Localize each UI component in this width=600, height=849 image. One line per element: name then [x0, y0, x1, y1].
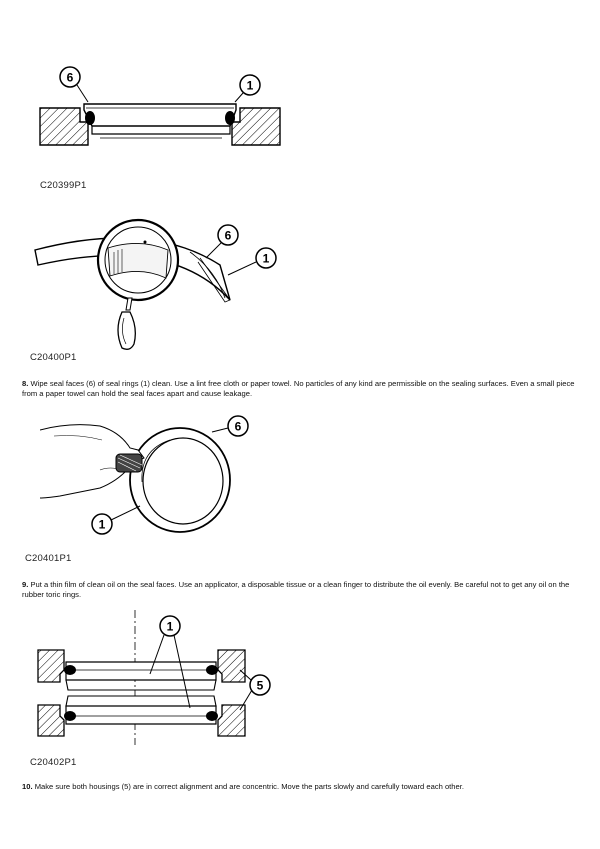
- step-number: 10.: [22, 782, 33, 791]
- callout-6-label: 6: [234, 419, 242, 434]
- figure-caption: C20400P1: [30, 352, 77, 363]
- step-text: Wipe seal faces (6) of seal rings (1) clean. Use a lint free cloth or paper towel. No particles of any kind are permissible on the sealing surfaces. Even a small piece from a paper towel can hold the seal faces apart and cause leakage.: [22, 379, 575, 398]
- alignment-illustration: [30, 610, 290, 745]
- figure-caption: C20401P1: [25, 553, 72, 564]
- callout-5-label: 5: [256, 678, 264, 693]
- figure-wipe-seal: [40, 410, 270, 545]
- callout-1-label: 1: [98, 517, 106, 532]
- figure-caption: C20399P1: [40, 180, 87, 191]
- figure-seal-in-housing: [30, 60, 290, 165]
- instruction-step-9: [22, 580, 582, 600]
- callout-1-label: 1: [262, 251, 270, 266]
- figure-inspect-seal: [30, 210, 290, 355]
- step-text: Put a thin film of clean oil on the seal faces. Use an applicator, a disposable tissue or a clean finger to distribute the oil evenly. Be careful not to get any oil on the rubber toric rings.: [22, 580, 570, 599]
- step-number: 9.: [22, 580, 29, 589]
- callout-1-label: 1: [166, 619, 174, 634]
- step-text: Make sure both housings (5) are in correct alignment and are concentric. Move the parts slowly and carefully toward each other.: [34, 782, 464, 791]
- figure-housing-alignment: [30, 610, 290, 745]
- wipe-seal-illustration: [40, 410, 270, 545]
- instruction-step-8: [22, 379, 582, 399]
- figure-caption: C20402P1: [30, 757, 77, 768]
- inspection-illustration: [30, 210, 290, 355]
- callout-6-label: 6: [66, 70, 74, 85]
- step-number: 8.: [22, 379, 29, 388]
- seal-housing-illustration: [30, 60, 290, 165]
- instruction-step-10: [22, 782, 582, 792]
- callout-1-label: 1: [246, 78, 254, 93]
- callout-6-label: 6: [224, 228, 232, 243]
